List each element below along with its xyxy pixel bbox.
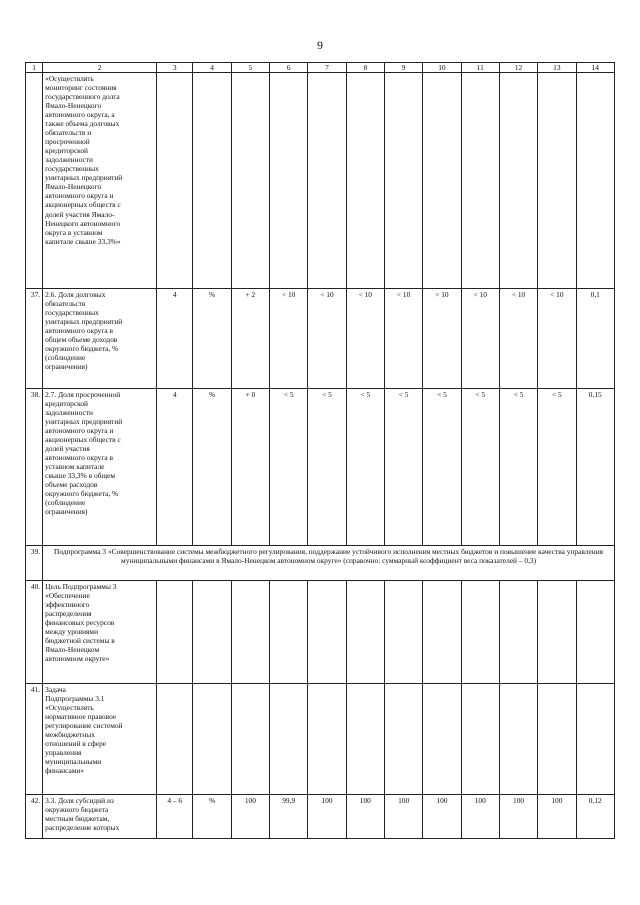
table-row-continued — [26, 73, 615, 289]
cell-value: 100 — [538, 795, 576, 839]
column-number: 12 — [499, 63, 537, 73]
cell-value: % — [193, 389, 231, 546]
indicator-name: 2.7. Доля просроченной кредиторской задолженности унитарных предприятий автономного округа и акционерных обществ с долей участия автономного округа в уставном капитале свыше 33,3% в общем объеме расходов окружного бюджета, % (соблюдение ограничения) — [43, 389, 157, 546]
indicator-name: 3.3. Доля субсидий из окружного бюджета местным бюджетам, распределение которых — [43, 795, 157, 839]
table-row-39 — [26, 546, 615, 581]
cell-value: < 10 — [499, 289, 537, 389]
table-row-40 — [26, 581, 615, 684]
cell-value: 100 — [499, 795, 537, 839]
cell-value: 100 — [461, 795, 499, 839]
row-number: 39. — [26, 546, 43, 581]
cell-value: < 10 — [538, 289, 576, 389]
row-number: 40. — [26, 581, 43, 684]
cell-value: 4 — [157, 389, 193, 546]
row-number: 42. — [26, 795, 43, 839]
cell-value: < 5 — [423, 389, 461, 546]
column-number: 13 — [538, 63, 576, 73]
indicator-name: Задача Подпрограммы 3.1 «Осуществлять нормативное правовое регулирование системой межбюджетных отношений в сфере управления муниципальными финансами» — [43, 684, 157, 795]
table-row-37 — [26, 289, 615, 389]
subprogram-heading: Подпрограмма 3 «Совершенствование системы межбюджетного регулирования, поддержание устойчивого исполнения местных бюджетов и повышение качества управления муниципальными финансами в Ямало-Ненецком автономном округе» (справочно: суммарный коэффициент веса показателей – 0,3) — [43, 546, 615, 581]
column-number: 3 — [157, 63, 193, 73]
cell-value: % — [193, 289, 231, 389]
cell-value: 100 — [346, 795, 384, 839]
row-number: 41. — [26, 684, 43, 795]
cell-value: % — [193, 795, 231, 839]
cell-value: 0,1 — [576, 289, 614, 389]
column-number: 10 — [423, 63, 461, 73]
cell-value: < 10 — [423, 289, 461, 389]
cell-value: < 5 — [499, 389, 537, 546]
indicator-name: Цель Подпрограммы 3 «Обеспечение эффективного распределения финансовых ресурсов между уровнями бюджетной системы в Ямало-Ненецком автономном округе» — [43, 581, 157, 684]
cell-value: < 5 — [461, 389, 499, 546]
column-number: 5 — [231, 63, 269, 73]
cell-value: 100 — [384, 795, 422, 839]
table-row-38 — [26, 389, 615, 546]
column-number-row — [26, 63, 615, 73]
indicator-name: 2.6. Доля долговых обязательств государственных унитарных предприятий автономного округа в общем объеме доходов окружного бюджета, % (соблюдение ограничения) — [43, 289, 157, 389]
column-number: 9 — [384, 63, 422, 73]
cell-value: 99,9 — [270, 795, 308, 839]
cell-value: < 10 — [270, 289, 308, 389]
page-number: 9 — [317, 38, 323, 52]
cell-value: < 10 — [461, 289, 499, 389]
cell-value: 4 – 6 — [157, 795, 193, 839]
cell-value: 100 — [423, 795, 461, 839]
cell-value: < 10 — [308, 289, 346, 389]
cell-value: + 2 — [231, 289, 269, 389]
row-number: 38. — [26, 389, 43, 546]
cell-value: < 5 — [384, 389, 422, 546]
column-number: 14 — [576, 63, 614, 73]
cell-value: < 5 — [308, 389, 346, 546]
row-number — [26, 73, 43, 289]
cell-value: 100 — [231, 795, 269, 839]
cell-value: < 5 — [346, 389, 384, 546]
column-number: 4 — [193, 63, 231, 73]
column-number: 7 — [308, 63, 346, 73]
table-row-41 — [26, 684, 615, 795]
column-number: 8 — [346, 63, 384, 73]
row-number: 37. — [26, 289, 43, 389]
indicators-table — [25, 62, 615, 839]
cell-value: + 0 — [231, 389, 269, 546]
column-number: 6 — [270, 63, 308, 73]
indicator-name: «Осуществлять мониторинг состояния государственного долга Ямало-Ненецкого автономного округа, а также объема долговых обязательств и просроченной кредиторской задолженности государственных унитарных предприятий Ямало-Ненецкого автономного округа и акционерных обществ с долей участия Ямало- Ненецкого автономного округа в уставном капитале свыше 33,3%» — [43, 73, 157, 289]
cell-value: 4 — [157, 289, 193, 389]
table-row-42 — [26, 795, 615, 839]
column-number: 2 — [43, 63, 157, 73]
column-number: 11 — [461, 63, 499, 73]
cell-value: 0,15 — [576, 389, 614, 546]
cell-value: < 10 — [346, 289, 384, 389]
cell-value: 100 — [308, 795, 346, 839]
cell-value: 0,12 — [576, 795, 614, 839]
column-number: 1 — [26, 63, 43, 73]
cell-value: < 5 — [538, 389, 576, 546]
cell-value: < 5 — [270, 389, 308, 546]
cell-value: < 10 — [384, 289, 422, 389]
